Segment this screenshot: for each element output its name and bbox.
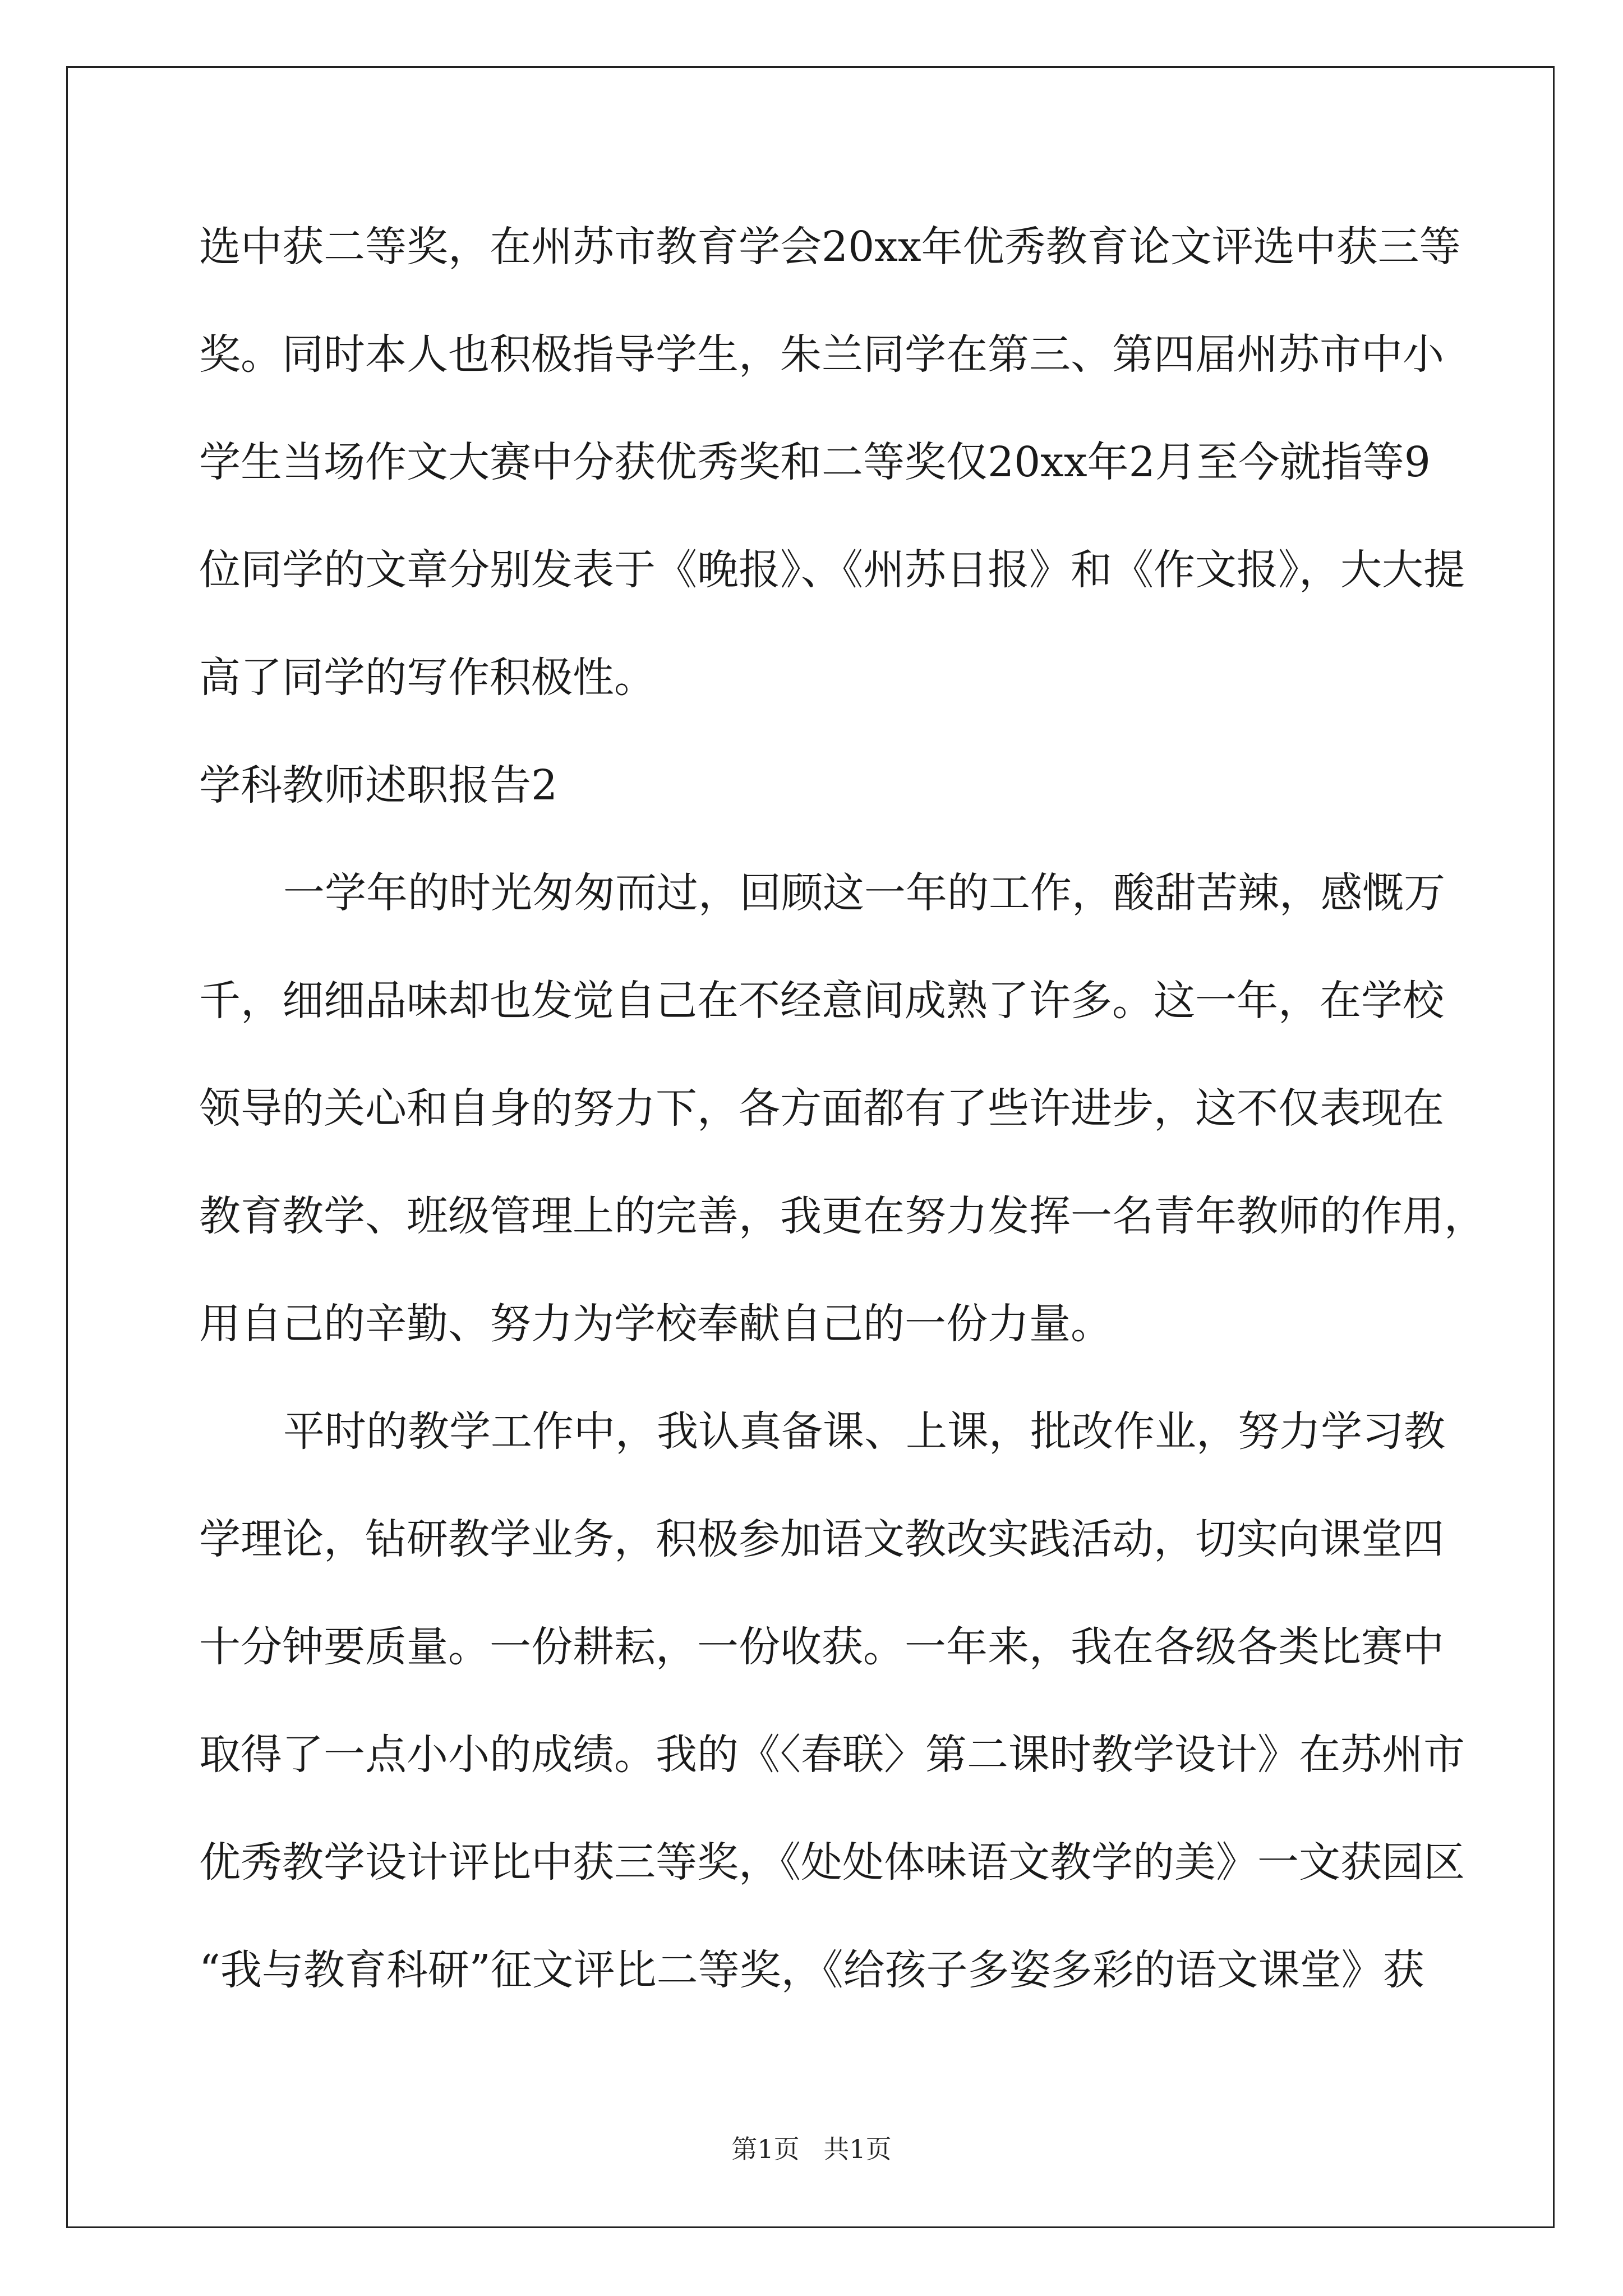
paragraph-line: 学理论，钻研教学业务，积极参加语文教改实践活动，切实向课堂四 [199, 1515, 1444, 1563]
paragraph-line: 平时的教学工作中，我认真备课、上课，批改作业，努力学习教 [283, 1407, 1445, 1456]
paragraph-line: “我与教育科研”征文评比二等奖，《给孩子多姿多彩的语文课堂》获 [199, 1946, 1424, 1994]
section-heading: 学科教师述职报告2 [199, 761, 558, 809]
paragraph-line: 千，细细品味却也发觉自己在不经意间成熟了许多。这一年，在学校 [199, 977, 1444, 1025]
paragraph-line: 奖。同时本人也积极指导学生，朱兰同学在第三、第四届州苏市中小 [199, 330, 1444, 379]
document-body [199, 216, 1486, 2047]
paragraph-2 [199, 862, 1486, 1401]
paragraph-3 [199, 1401, 1465, 2047]
paragraph-line: 用自己的辛勤、努力为学校奉献自己的一份力量。 [199, 1300, 1112, 1348]
paragraph-line: 十分钟要质量。一份耕耘，一份收获。一年来，我在各级各类比赛中 [199, 1623, 1444, 1671]
paragraph-line: 学生当场作文大赛中分获优秀奖和二等奖仅20xx年2月至今就指等9 [199, 438, 1431, 486]
paragraph-1 [199, 216, 1465, 754]
paragraph-line: 取得了一点小小的成绩。我的《〈春联〉第二课时教学设计》在苏州市 [199, 1731, 1465, 1779]
paragraph-line: 选中获二等奖，在州苏市教育学会20xx年优秀教育论文评选中获三等 [199, 223, 1461, 271]
paragraph-line: 优秀教学设计评比中获三等奖，《处处体味语文教学的美》一文获园区 [199, 1838, 1465, 1887]
page-number: 第1页 [731, 2134, 800, 2164]
paragraph-line: 教育教学、班级管理上的完善，我更在努力发挥一名青年教师的作用， [199, 1192, 1486, 1240]
paragraph-line: 高了同学的写作积极性。 [199, 654, 656, 702]
page-total: 共1页 [823, 2134, 892, 2164]
paragraph-line: 位同学的文章分别发表于《晚报》、《州苏日报》和《作文报》，大大提 [199, 546, 1465, 594]
page-footer [0, 2129, 1623, 2166]
paragraph-line: 一学年的时光匆匆而过，回顾这一年的工作，酸甜苦辣，感慨万 [283, 869, 1445, 917]
paragraph-line: 领导的关心和自身的努力下，各方面都有了些许进步，这不仅表现在 [199, 1084, 1444, 1133]
